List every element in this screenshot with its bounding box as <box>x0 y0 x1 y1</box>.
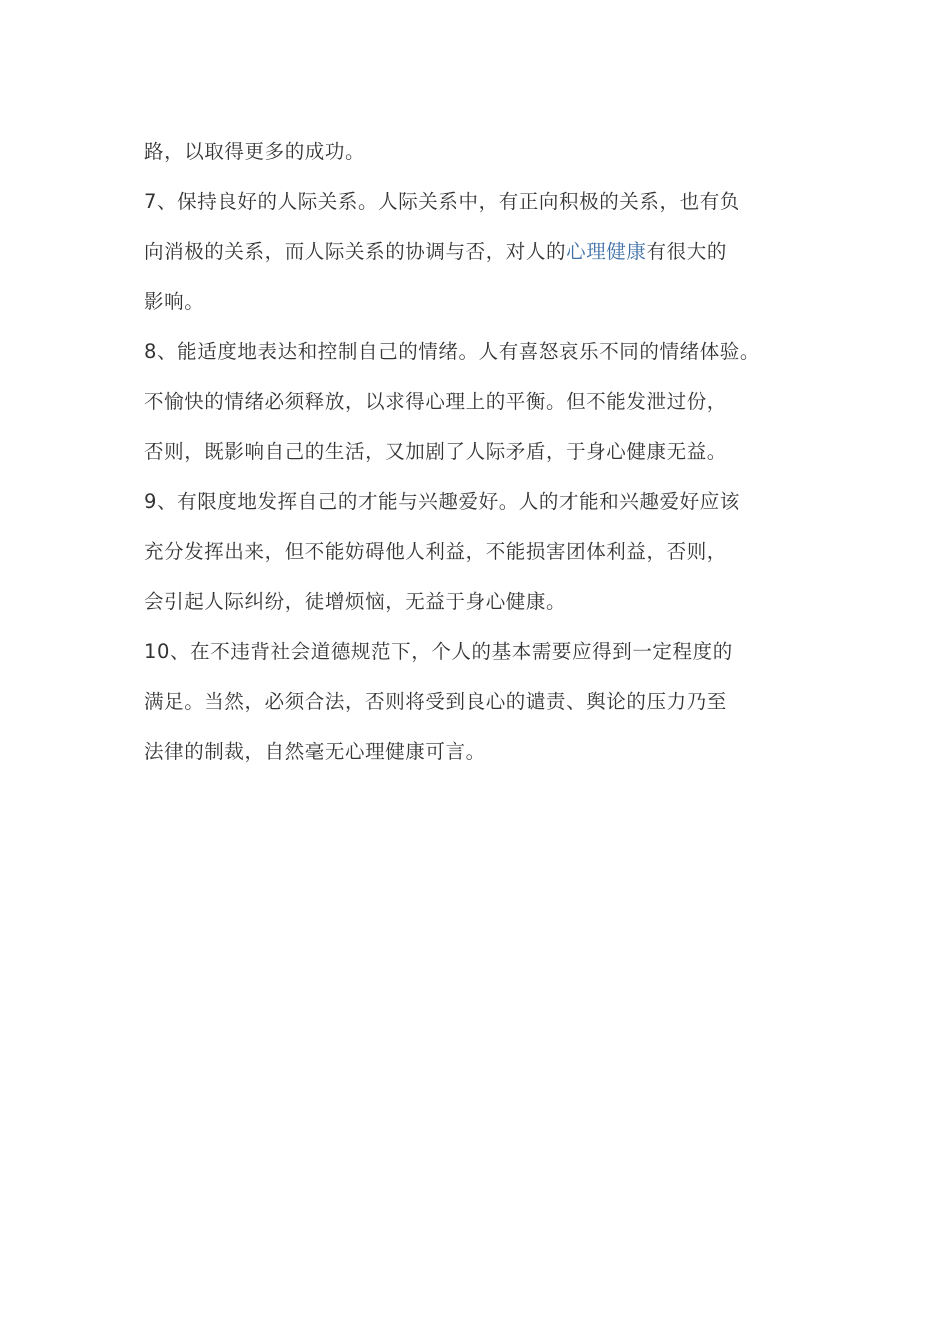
text-line-with-link <box>144 227 834 277</box>
text-line: 8、能适度地表达和控制自己的情绪。人有喜怒哀乐不同的情绪体验。 <box>144 340 761 363</box>
text-line: 影响。 <box>144 290 205 313</box>
text-line: 不愉快的情绪必须释放，以求得心理上的平衡。但不能发泄过份， <box>144 390 727 413</box>
text-line: 10、在不违背社会道德规范下，个人的基本需要应得到一定程度的 <box>144 640 733 663</box>
text-line: 充分发挥出来，但不能妨碍他人利益，不能损害团体利益，否则， <box>144 540 727 563</box>
text-line: 路，以取得更多的成功。 <box>144 140 366 163</box>
text-line: 9、有限度地发挥自己的才能与兴趣爱好。人的才能和兴趣爱好应该 <box>144 490 740 513</box>
text-line: 否则，既影响自己的生活，又加剧了人际矛盾，于身心健康无益。 <box>144 440 727 463</box>
text-line: 满足。当然，必须合法，否则将受到良心的谴责、舆论的压力乃至 <box>144 690 727 713</box>
text-line: 法律的制裁，自然毫无心理健康可言。 <box>144 740 486 763</box>
text-segment: 有很大的 <box>646 240 727 263</box>
text-line: 会引起人际纠纷，徒增烦恼，无益于身心健康。 <box>144 590 567 613</box>
text-line: 7、保持良好的人际关系。人际关系中，有正向积极的关系，也有负 <box>144 190 740 213</box>
text-segment: 向消极的关系，而人际关系的协调与否，对人的 <box>144 240 567 263</box>
document-body <box>144 127 834 777</box>
mental-health-link[interactable]: 心理健康 <box>566 240 647 263</box>
